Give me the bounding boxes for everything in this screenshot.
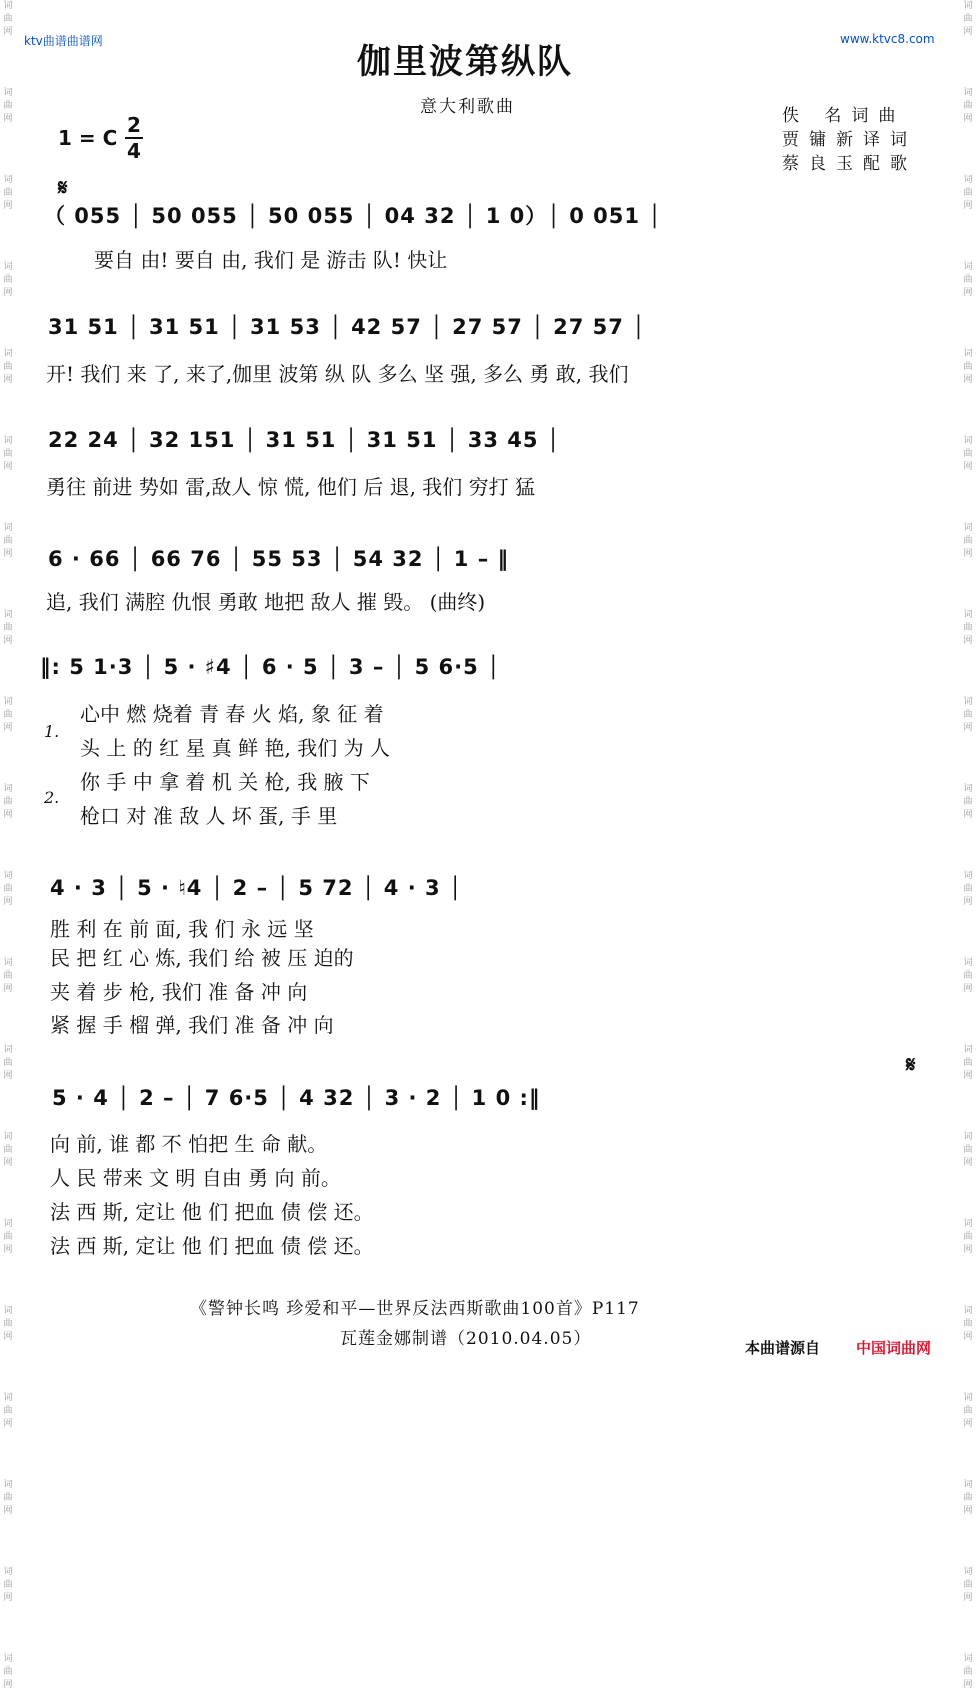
footer-source: 《警钟长鸣 珍爱和平—世界反法西斯歌曲100首》P117: [190, 1299, 640, 1319]
notation-row-2: 31 51 │ 31 51 │ 31 53 │ 42 57 │ 27 57 │ 27 57 │: [48, 315, 646, 339]
lyrics-row-6-line-4: 紧 握 手 榴 弹, 我们 准 备 冲 向: [50, 1013, 334, 1037]
lyrics-row-7-line-3: 法 西 斯, 定让 他 们 把血 债 偿 还。: [50, 1200, 374, 1224]
lyrics-row-6-line-2: 民 把 红 心 炼, 我们 给 被 压 迫的: [50, 946, 354, 970]
footer-credit-site: 中国词曲网: [856, 1339, 932, 1357]
segno-mark-start: 𝄋: [58, 176, 68, 201]
notation-row-1: （ 055 │ 50 055 │ 50 055 │ 04 32 │ 1 0）│ 0 051 │: [44, 204, 662, 228]
left-side-watermark: 词曲网 词曲网 词曲网 词曲网 词曲网 词曲网 词曲网 词曲网 词曲网 词曲网 词曲网 词曲网 词曲网 词曲网 词曲网 词曲网 词曲网 词曲网 词曲网 词曲网: [3, 1, 13, 1690]
segno-mark-end: 𝄋: [906, 1053, 916, 1078]
credit-translator: 贾镛新译词: [782, 130, 917, 150]
lyrics-row-5-line-2: 头 上 的 红 星 真 鲜 艳, 我们 为 人: [80, 736, 390, 760]
notation-row-6: 4 · 3 │ 5 · ♮4 │ 2 – │ 5 72 │ 4 · 3 │: [50, 876, 463, 900]
time-signature: [125, 114, 143, 162]
lyrics-row-7-line-4: 法 西 斯, 定让 他 们 把血 债 偿 还。: [50, 1234, 374, 1258]
lyrics-row-5-line-4: 枪口 对 准 敌 人 坏 蛋, 手 里: [80, 804, 338, 828]
lyrics-row-7-line-2: 人 民 带来 文 明 自由 勇 向 前。: [50, 1166, 341, 1190]
lyrics-row-6-line-3: 夹 着 步 枪, 我们 准 备 冲 向: [50, 980, 308, 1004]
song-subtitle: 意大利歌曲: [420, 97, 515, 117]
lyrics-row-2: 开! 我们 来 了, 来了,伽里 波第 纵 队 多么 坚 强, 多么 勇 敢, 我们: [46, 362, 629, 386]
footer-credit-prefix: 本曲谱源自: [745, 1339, 821, 1357]
key-signature: 1 = C: [58, 126, 118, 150]
time-signature-top: 2: [127, 113, 141, 137]
lyrics-row-6-line-1: 胜 利 在 前 面, 我 们 永 远 坚: [50, 917, 314, 941]
song-title: 伽里波第纵队: [357, 42, 573, 82]
lyrics-row-1: 要自 由! 要自 由, 我们 是 游击 队! 快让: [94, 248, 448, 272]
footer-maker: 瓦莲金娜制谱（2010.04.05）: [340, 1329, 592, 1349]
time-signature-bottom: 4: [127, 139, 141, 163]
top-right-watermark: www.ktvc8.com: [840, 32, 935, 46]
notation-row-5: ‖: 5 1·3 │ 5 · ♯4 │ 6 · 5 │ 3 – │ 5 6·5 │: [40, 655, 501, 679]
notation-row-4: 6 · 66 │ 66 76 │ 55 53 │ 54 32 │ 1 – ‖: [48, 547, 510, 571]
notation-row-7: 5 · 4 │ 2 – │ 7 6·5 │ 4 32 │ 3 · 2 │ 1 0 :‖: [52, 1086, 541, 1110]
lyrics-row-7-line-1: 向 前, 谁 都 不 怕把 生 命 献。: [50, 1132, 328, 1156]
lyrics-row-3: 勇往 前进 势如 雷,敌人 惊 慌, 他们 后 退, 我们 穷打 猛: [46, 475, 536, 499]
lyrics-row-5-line-3: 你 手 中 拿 着 机 关 枪, 我 腋 下: [80, 770, 370, 794]
right-side-watermark: 词曲网 词曲网 词曲网 词曲网 词曲网 词曲网 词曲网 词曲网 词曲网 词曲网 词曲网 词曲网 词曲网 词曲网 词曲网 词曲网 词曲网 词曲网 词曲网 词曲网: [963, 1, 973, 1690]
lyrics-row-5-line-1: 心中 燃 烧着 青 春 火 焰, 象 征 着: [80, 702, 384, 726]
top-left-watermark: ktv曲谱曲谱网: [24, 34, 103, 48]
credit-arranger: 蔡良玉配歌: [782, 154, 917, 174]
notation-row-3: 22 24 │ 32 151 │ 31 51 │ 31 51 │ 33 45 │: [48, 428, 561, 452]
lyrics-row-4: 追, 我们 满腔 仇恨 勇敢 地把 敌人 摧 毁。 (曲终): [46, 590, 486, 614]
verse-mark-2: 2.: [44, 788, 60, 807]
verse-mark-1: 1.: [44, 722, 60, 741]
credit-composer: 佚 名词曲: [782, 106, 906, 126]
